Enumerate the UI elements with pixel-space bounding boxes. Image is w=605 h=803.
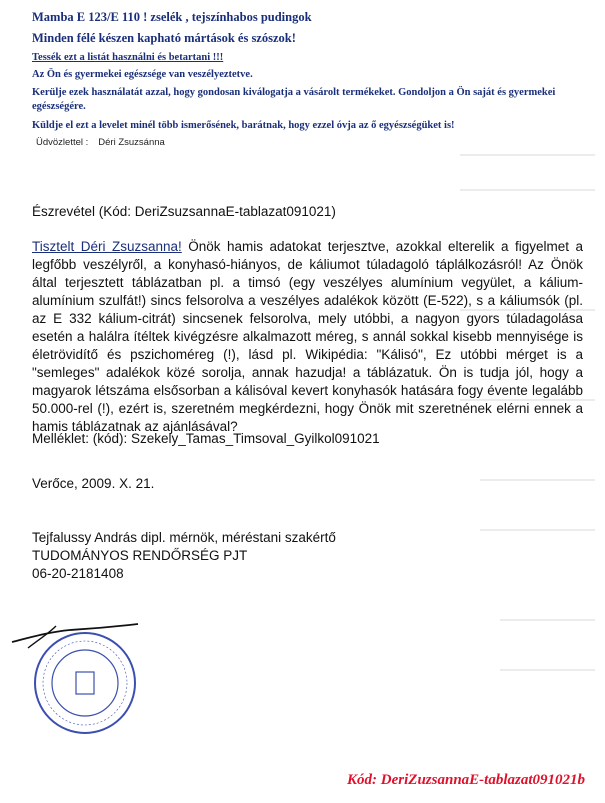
header-warning: Az Ön és gyermekei egészsége van veszélyeztetve.: [32, 69, 253, 80]
letter-addressee: Tisztelt Déri Zsuzsanna!: [32, 239, 182, 254]
signer-name: Tejfalussy András dipl. mérnök, méréstani szakértő: [32, 530, 336, 545]
signer-phone: 06-20-2181408: [32, 566, 124, 581]
header-title: Mamba E 123/E 110 ! zselék , tejszínhabos pudingok: [32, 10, 312, 24]
greeting-label: Üdvözlettel :: [36, 137, 89, 148]
signer-organization: TUDOMÁNYOS RENDŐRSÉG PJT: [32, 548, 248, 563]
greeting: [36, 137, 592, 148]
header-subtitle: Minden félé készen kapható mártások és szószok!: [32, 31, 296, 45]
document-code: Kód: DeriZuzsannaE-tablazat091021b: [347, 772, 585, 788]
letter-body: [32, 238, 583, 436]
header-forward-request: Küldje el ezt a levelet minél több ismerősének, barátnak, hogy ezzel óvja az ő egyészségüket is!: [32, 120, 455, 131]
official-stamp: [30, 628, 140, 738]
header-instruction: Tessék ezt a listát használni és betartani !!!: [32, 52, 224, 63]
observation-line: Észrevétel (Kód: DeriZsuzsannaE-tablazat091021): [32, 204, 336, 219]
header-advice: Kerülje ezek használatát azzal, hogy gondosan kiválogatja a vásárolt termékeket. Gondoljon a Ön saját és gyermekei egészségére.: [32, 87, 556, 112]
place-date: Verőce, 2009. X. 21.: [32, 476, 155, 491]
greeting-name: Déri Zsuzsánna: [98, 137, 165, 148]
letter-text: Önök hamis adatokat terjesztve, azokkal elterelik a figyelmet a legfőbb veszélyről, a konyhasó-hiányos, de káliumot túladagoló táplálkozásról! Az Önök által terjesztett táblázatban pl. a timsó (egy veszélyes alumínium vegyület, a kálium-alumínium szulfát!) sincs felsorolva a veszélyes adalékok között (E-522), s a káliumsók (pl. az E 332 kálium-citrát) sincsenek felsorolva, mely utóbbi, a nagyon gyors túladagolása esetén a halálra ítéltek kivégzésre alkalmazott méreg, s annál sokkal kisebb mennyisége is életrövidítő és pszichoméreg (!), lásd pl. Wikipédia: "Kálisó", Ez utóbbi mérget is a "semleges" adalékok közé sorolja, annak hazudja! a táblázatuk. Ön is tudja jól, hogy a magyarok létszáma elsősorban a kálisóval kevert konyhasók hatására fogy évente legalább 50.000-rel (!), ezért is, szeretném megkérdezni, hogy Önök mit szeretnének elérni ennek a hamis táblázatnak az ajánlásával?: [32, 239, 583, 434]
attachment-line: Melléklet: (kód): Szekely_Tamas_Timsoval_Gyilkol091021: [32, 431, 380, 446]
warning-header: [32, 10, 592, 148]
